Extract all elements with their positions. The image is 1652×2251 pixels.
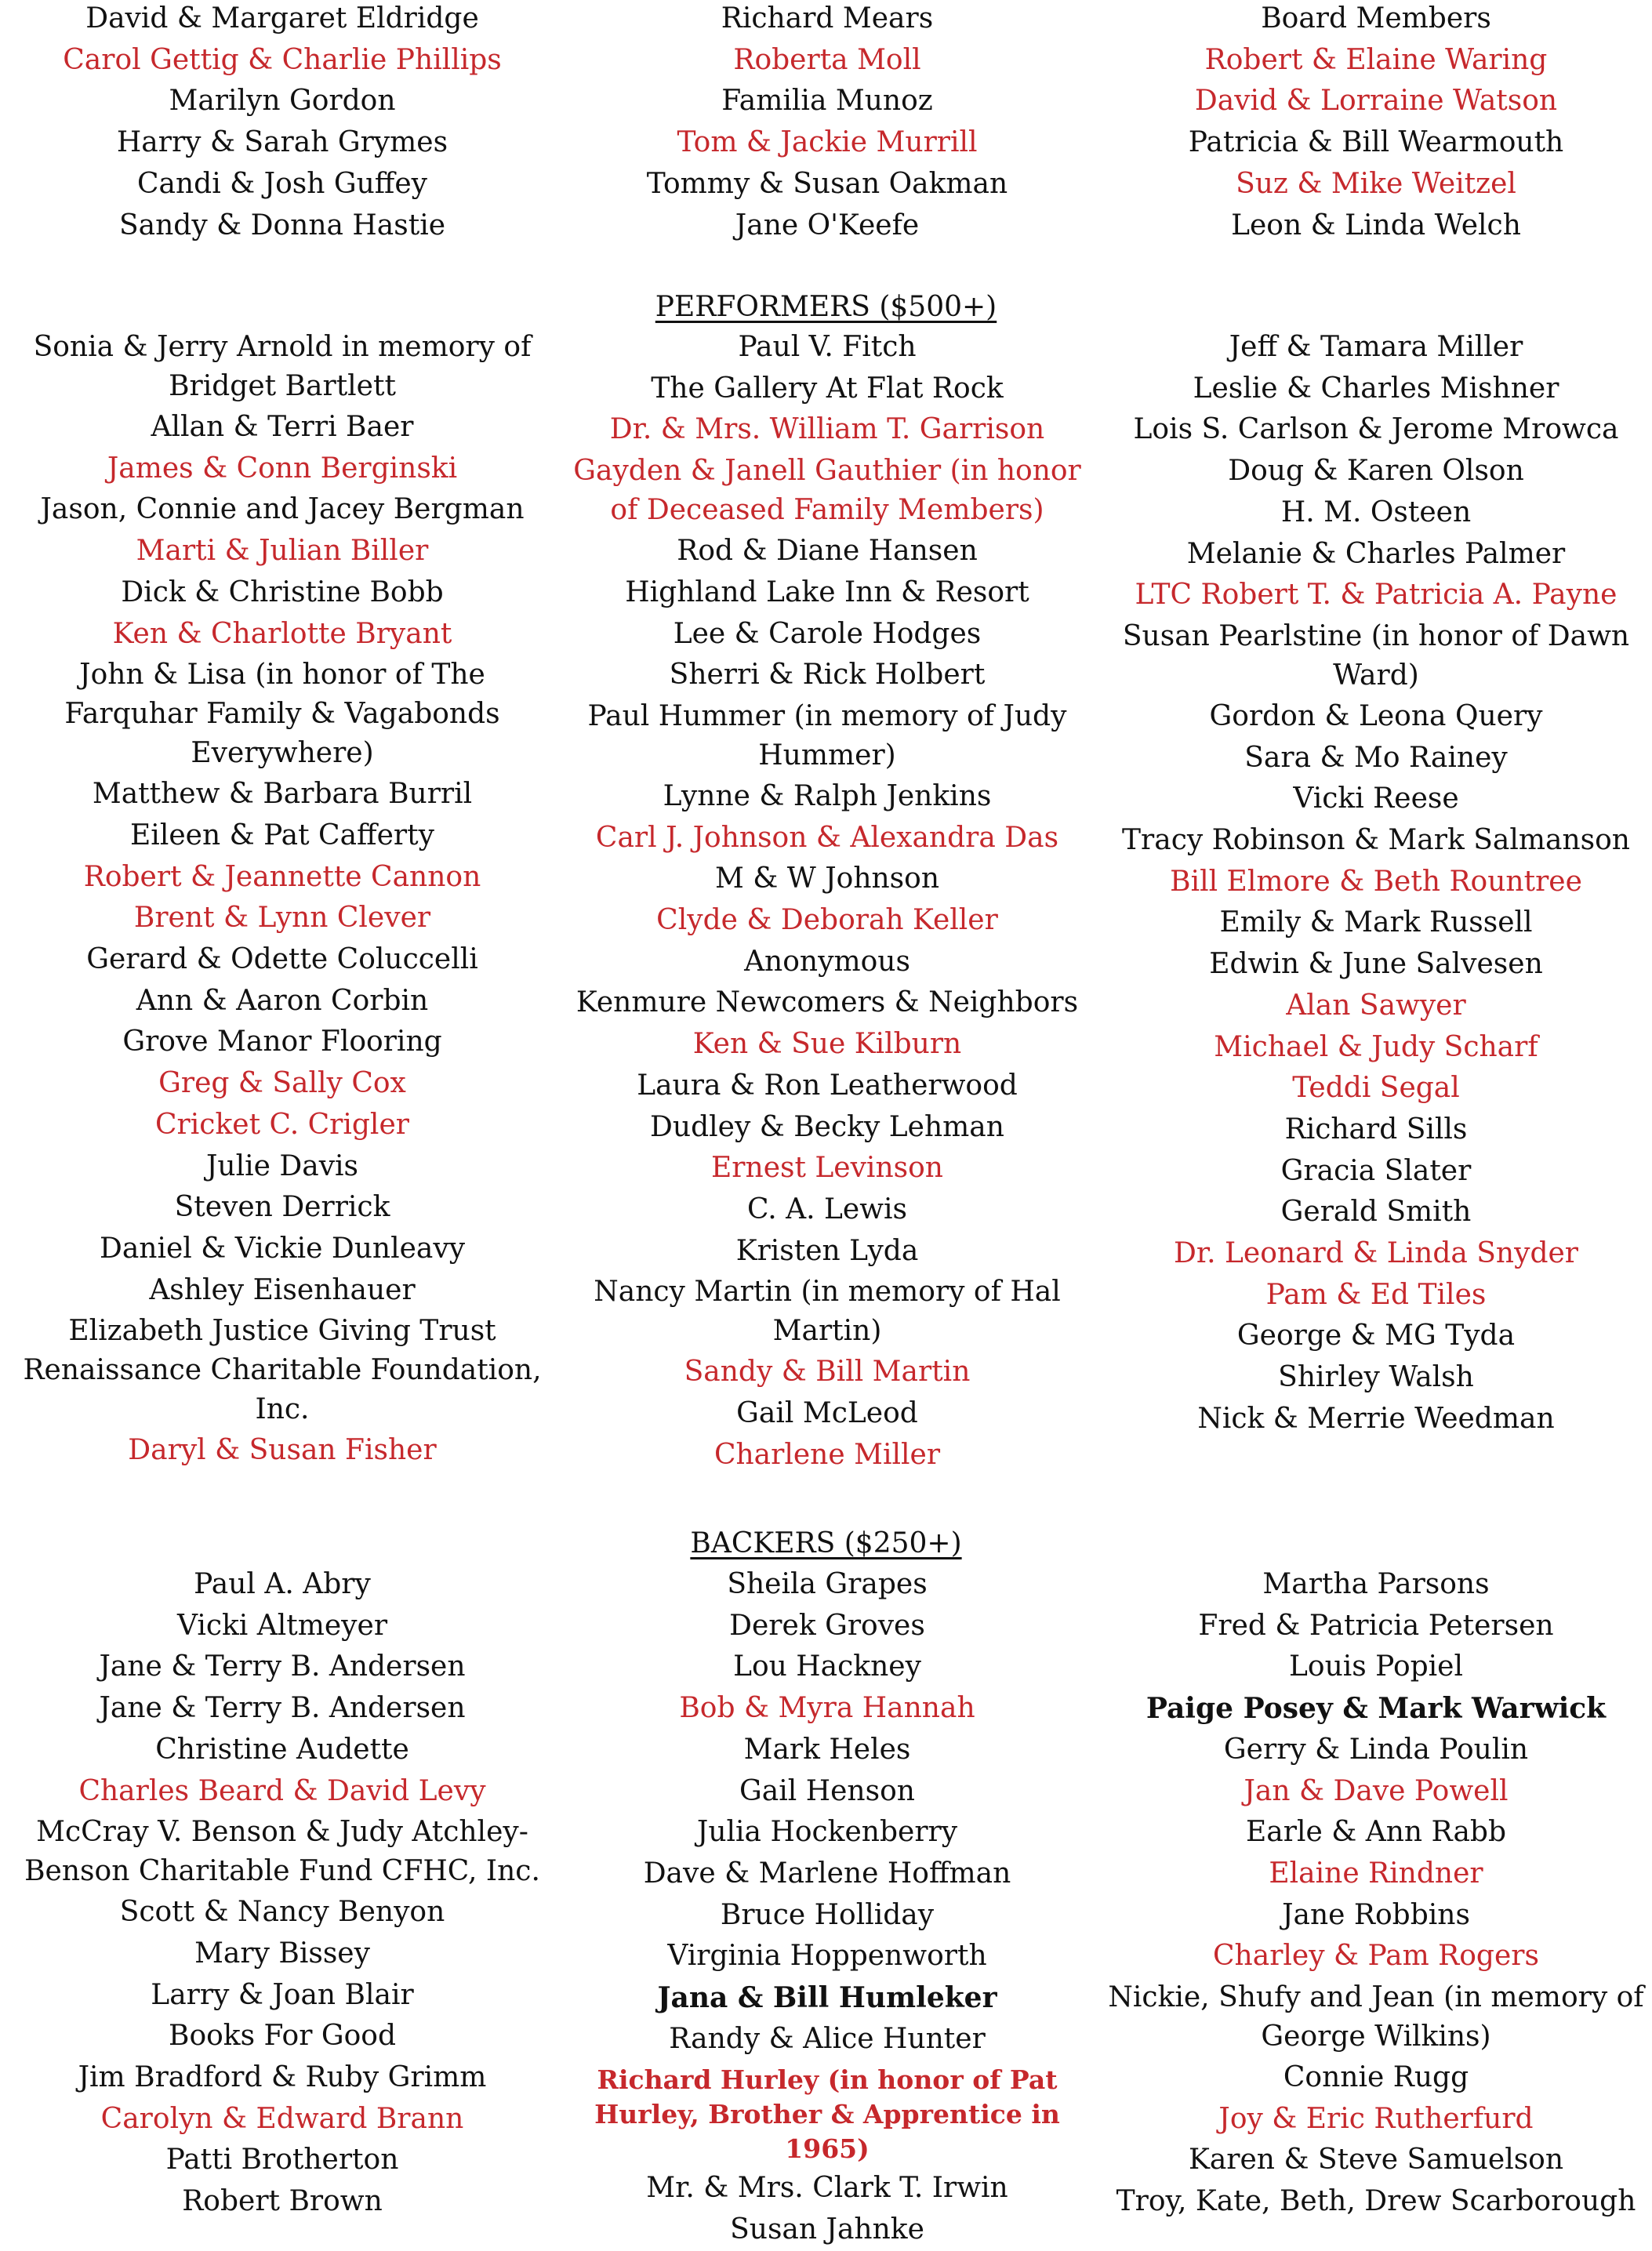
donor-name: Sonia & Jerry Arnold in memory of Bridget Bartlett: [33, 331, 532, 402]
donor-name: Greg & Sally Cox: [158, 1067, 406, 1100]
donor-name: Candi & Josh Guffey: [136, 167, 428, 200]
donor-name: Kenmure Newcomers & Neighbors: [575, 986, 1079, 1019]
donor-name: McCray V. Benson & Judy Atchley-Benson Charitable Fund CFHC, Inc.: [24, 1816, 540, 1888]
donor-name: Gayden & Janell Gauthier (in honor of Deceased Family Members): [573, 455, 1081, 527]
donor-name: Dr. & Mrs. William T. Garrison: [609, 413, 1045, 446]
donor-name: Charlene Miller: [713, 1438, 941, 1471]
donor-name: Carol Gettig & Charlie Phillips: [63, 43, 502, 76]
donor-name: Derek Groves: [729, 1609, 925, 1642]
donor-name: Tommy & Susan Oakman: [646, 167, 1008, 200]
donor-name: Susan Pearlstine (in honor of Dawn Ward): [1122, 619, 1630, 692]
donor-name: Mr. & Mrs. Clark T. Irwin: [646, 2172, 1008, 2205]
donor-name: Richard Mears: [721, 2, 934, 34]
donor-name: George & MG Tyda: [1236, 1320, 1516, 1352]
donor-name: Kristen Lyda: [735, 1234, 919, 1267]
donor-name: Elizabeth Justice Giving Trust Renaissance Charitable Foundation, Inc.: [23, 1315, 542, 1426]
donor-name: Steven Derrick: [174, 1191, 390, 1224]
donor-name: Nancy Martin (in memory of Hal Martin): [594, 1276, 1061, 1348]
donor-name: Gerry & Linda Poulin: [1223, 1733, 1529, 1766]
donor-name: Robert Brown: [182, 2185, 383, 2218]
donor-name: Jane O'Keefe: [735, 209, 920, 241]
donor-name: Matthew & Barbara Burril: [92, 778, 473, 811]
donor-name: Leon & Linda Welch: [1231, 209, 1521, 241]
donor-name: Grove Manor Flooring: [122, 1026, 442, 1058]
donor-name: Dr. Leonard & Linda Snyder: [1173, 1237, 1579, 1270]
donor-name: Patti Brotherton: [165, 2144, 399, 2177]
donor-name: Marti & Julian Biller: [136, 535, 429, 568]
donor-name: Mary Bissey: [194, 1937, 370, 1970]
donor-name: Alan Sawyer: [1286, 989, 1466, 1022]
donor-name: M & W Johnson: [714, 862, 940, 895]
donor-name: Eileen & Pat Cafferty: [130, 819, 434, 851]
donor-name: Susan Jahnke: [730, 2213, 924, 2246]
donor-name: Karen & Steve Samuelson: [1188, 2144, 1564, 2177]
donor-name: Richard Hurley (in honor of Pat Hurley, Brother & Apprentice in 1965): [594, 2064, 1060, 2165]
donor-name: Bill Elmore & Beth Rountree: [1170, 865, 1582, 898]
donor-name: Pam & Ed Tiles: [1265, 1278, 1487, 1311]
donor-name: Sandy & Donna Hastie: [118, 209, 446, 241]
donor-name: Tracy Robinson & Mark Salmanson: [1122, 824, 1630, 857]
donor-name: Highland Lake Inn & Resort: [625, 575, 1029, 608]
donor-name: Scott & Nancy Benyon: [119, 1896, 445, 1929]
donor-name: Daryl & Susan Fisher: [128, 1434, 437, 1467]
backers-column-left: [16, 1564, 549, 2223]
donor-column-right: [1106, 0, 1647, 246]
donor-column-left: [16, 0, 549, 246]
donor-name: Ernest Levinson: [711, 1152, 943, 1185]
donor-name: Shirley Walsh: [1278, 1361, 1474, 1394]
donor-name: Julie Davis: [205, 1149, 359, 1182]
donor-name: Sara & Mo Rainey: [1244, 741, 1508, 774]
donor-name: Gracia Slater: [1280, 1154, 1472, 1187]
donor-name: Jan & Dave Powell: [1244, 1774, 1509, 1807]
donor-name: Louis Popiel: [1288, 1650, 1463, 1683]
donor-name: Brent & Lynn Clever: [133, 902, 431, 935]
donor-name: David & Lorraine Watson: [1194, 85, 1558, 118]
donor-name: Troy, Kate, Beth, Drew Scarborough: [1116, 2185, 1636, 2218]
performers-column-center: [561, 327, 1094, 1476]
donor-name: Lee & Carole Hodges: [673, 617, 982, 650]
donor-name: Cricket C. Crigler: [155, 1108, 409, 1141]
donor-name: Mark Heles: [743, 1733, 911, 1766]
backers-column-center: [561, 1564, 1094, 2251]
donor-name: Nickie, Shufy and Jean (in memory of George Wilkins): [1108, 1981, 1644, 2053]
donor-name: Rod & Diane Hansen: [677, 535, 978, 568]
donor-name: Melanie & Charles Palmer: [1186, 537, 1566, 570]
donor-name: Bruce Holliday: [720, 1898, 935, 1931]
donor-name: Charley & Pam Rogers: [1213, 1940, 1539, 1973]
donor-name: Gail Henson: [739, 1774, 915, 1807]
donor-name: Larry & Joan Blair: [151, 1978, 414, 2011]
donor-name: Julia Hockenberry: [696, 1816, 958, 1849]
donor-name: Virginia Hoppenworth: [667, 1940, 987, 1973]
donor-name: Anonymous: [744, 945, 910, 978]
donor-name: Paul Hummer (in memory of Judy Hummer): [587, 699, 1067, 772]
donor-name: Robert & Jeannette Cannon: [83, 860, 481, 893]
donor-name: Doug & Karen Olson: [1228, 455, 1524, 488]
donor-name: Bob & Myra Hannah: [679, 1692, 975, 1725]
donor-name: Clyde & Deborah Keller: [656, 904, 998, 937]
donor-name: Paul A. Abry: [194, 1568, 371, 1600]
donor-name: Michael & Judy Scharf: [1214, 1030, 1538, 1063]
donor-name: Carl J. Johnson & Alexandra Das: [595, 821, 1059, 854]
donor-name: Lynne & Ralph Jenkins: [663, 779, 992, 812]
performers-heading: PERFORMERS ($500+): [655, 291, 997, 323]
donor-name: Vicki Reese: [1293, 782, 1459, 815]
donor-name: Allan & Terri Baer: [151, 411, 414, 443]
donor-name: Sandy & Bill Martin: [684, 1356, 971, 1389]
donor-name: Lou Hackney: [733, 1650, 921, 1683]
donor-name: Sheila Grapes: [727, 1568, 928, 1600]
backers-heading: BACKERS ($250+): [690, 1527, 962, 1559]
donor-name: Vicki Altmeyer: [176, 1609, 388, 1642]
donor-name: Jane & Terry B. Andersen: [99, 1692, 466, 1725]
donor-name: Harry & Sarah Grymes: [116, 126, 448, 159]
donor-name: Elaine Rindner: [1269, 1857, 1483, 1890]
donor-name: Patricia & Bill Wearmouth: [1188, 126, 1564, 159]
donor-name: LTC Robert T. & Patricia A. Payne: [1135, 579, 1618, 612]
donor-name: Jeff & Tamara Miller: [1229, 331, 1523, 363]
donor-name: Jane & Terry B. Andersen: [99, 1650, 466, 1683]
donor-name: Ashley Eisenhauer: [149, 1273, 416, 1306]
donor-name: Nick & Merrie Weedman: [1197, 1402, 1555, 1435]
donor-name: Laura & Ron Leatherwood: [637, 1069, 1018, 1102]
donor-name: Carolyn & Edward Brann: [100, 2102, 464, 2135]
donor-name: Emily & Mark Russell: [1219, 906, 1533, 939]
donor-name: Ann & Aaron Corbin: [136, 984, 429, 1017]
donor-name: Jason, Connie and Jacey Bergman: [40, 493, 525, 526]
donor-name: Tom & Jackie Murrill: [677, 126, 978, 159]
donor-name: Board Members: [1261, 2, 1491, 34]
donor-name: Sherri & Rick Holbert: [669, 659, 986, 692]
donor-column-center: [561, 0, 1094, 246]
donor-name: Familia Munoz: [721, 85, 933, 118]
donor-name: Ken & Sue Kilburn: [692, 1028, 962, 1061]
donor-name: Earle & Ann Rabb: [1246, 1816, 1506, 1849]
donor-name: Ken & Charlotte Bryant: [112, 617, 452, 650]
donor-name: Randy & Alice Hunter: [669, 2022, 986, 2055]
donor-name: John & Lisa (in honor of The Farquhar Family & Vagabonds Everywhere): [64, 659, 500, 770]
donor-name: Fred & Patricia Petersen: [1198, 1609, 1554, 1642]
donor-name: James & Conn Berginski: [107, 452, 458, 485]
donor-name: Gail McLeod: [736, 1397, 918, 1430]
donor-name: Jana & Bill Humleker: [657, 1981, 997, 2015]
backers-column-right: [1106, 1564, 1647, 2223]
donor-name: Gerald Smith: [1280, 1196, 1472, 1229]
donor-name: Edwin & June Salvesen: [1209, 948, 1543, 981]
donor-name: Lois S. Carlson & Jerome Mrowca: [1133, 413, 1619, 446]
donor-name: Leslie & Charles Mishner: [1193, 372, 1559, 405]
donor-name: Dick & Christine Bobb: [121, 575, 444, 608]
donor-name: H. M. Osteen: [1280, 496, 1472, 528]
donor-name: Gerard & Odette Coluccelli: [86, 943, 478, 976]
donor-name: Robert & Elaine Waring: [1204, 43, 1548, 76]
donor-name: Dave & Marlene Hoffman: [643, 1857, 1011, 1890]
donor-name: Suz & Mike Weitzel: [1236, 167, 1516, 200]
donor-name: Christine Audette: [155, 1733, 409, 1766]
performers-column-left: [16, 327, 549, 1472]
donor-name: Roberta Moll: [733, 43, 921, 76]
donor-name: Gordon & Leona Query: [1209, 699, 1543, 732]
donor-name: Marilyn Gordon: [169, 85, 396, 118]
donor-name: Daniel & Vickie Dunleavy: [99, 1232, 466, 1265]
donor-name: The Gallery At Flat Rock: [651, 372, 1004, 405]
donor-name: Jim Bradford & Ruby Grimm: [78, 2061, 487, 2094]
donor-name: Richard Sills: [1284, 1113, 1468, 1145]
donor-name: Connie Rugg: [1283, 2061, 1469, 2094]
donor-name: Books For Good: [168, 2020, 397, 2053]
donor-name: C. A. Lewis: [746, 1193, 908, 1225]
donor-name: Joy & Eric Rutherfurd: [1218, 2102, 1534, 2135]
donor-name: Paige Posey & Mark Warwick: [1146, 1692, 1607, 1726]
donor-name: Paul V. Fitch: [738, 331, 917, 363]
donor-name: Dudley & Becky Lehman: [650, 1110, 1004, 1143]
donor-name: Jane Robbins: [1282, 1898, 1470, 1931]
donor-name: Teddi Segal: [1292, 1072, 1460, 1105]
donor-name: Martha Parsons: [1262, 1568, 1490, 1600]
donor-name: Charles Beard & David Levy: [78, 1774, 486, 1807]
donor-name: David & Margaret Eldridge: [85, 2, 479, 34]
performers-column-right: [1106, 327, 1647, 1440]
